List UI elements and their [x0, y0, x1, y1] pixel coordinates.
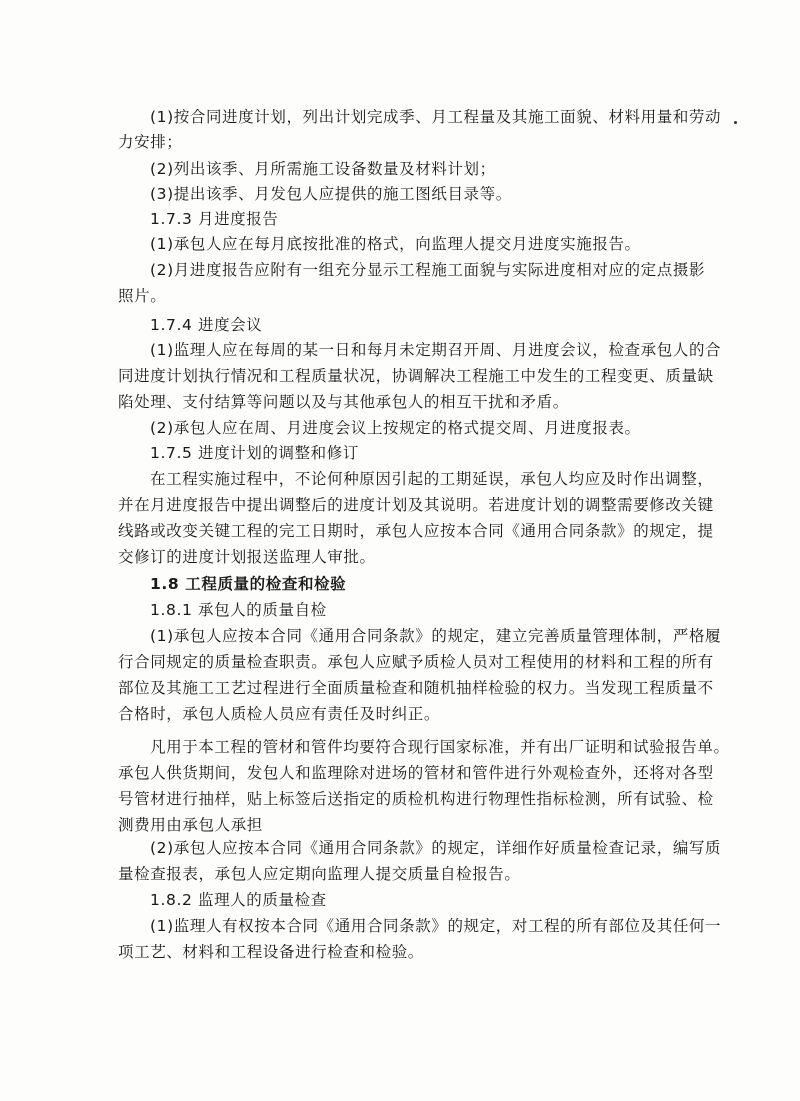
paragraph-line: (2)列出该季、月所需施工设备数量及材料计划； — [150, 160, 496, 178]
paragraph-line: 交修订的进度计划报送监理人审批。 — [118, 548, 376, 566]
paragraph-line: 承包人供货期间，发包人和监理除对进场的管材和管件进行外观检查外，还将对各型 — [118, 764, 714, 782]
paragraph-line: (1)承包人应按本合同《通用合同条款》的规定，建立完善质量管理体制，严格履 — [150, 627, 722, 645]
section-heading-1-8: 1.8 工程质量的检查和检验 — [150, 575, 347, 593]
paragraph-line: 力安排； — [118, 133, 183, 151]
paragraph-line: 测费用由承包人承担 — [118, 816, 263, 834]
paragraph-line: (3)提出该季、月发包人应提供的施工图纸目录等。 — [150, 185, 512, 203]
paragraph-line: 并在月进度报告中提出调整后的进度计划及其说明。若进度计划的调整需要修改关键 — [118, 496, 714, 514]
paragraph-line: 照片。 — [118, 287, 167, 305]
paragraph-line: 量检查报表，承包人应定期向监理人提交质量自检报告。 — [118, 865, 521, 883]
paragraph-line: (1)按合同进度计划，列出计划完成季、月工程量及其施工面貌、材料用量和劳动 — [150, 108, 722, 126]
paragraph-line: 部位及其施工工艺过程进行全面质量检查和随机抽样检验的权力。当发现工程质量不 — [118, 679, 714, 697]
paragraph-line: 线路或改变关键工程的完工日期时，承包人应按本合同《通用合同条款》的规定，提 — [118, 522, 714, 540]
paragraph-line: 合格时，承包人质检人员应有责任及时纠正。 — [118, 705, 441, 723]
paragraph-line: (2)承包人应按本合同《通用合同条款》的规定，详细作好质量检查记录，编写质 — [150, 839, 722, 857]
paragraph-line: 项工艺、材料和工程设备进行检查和检验。 — [118, 943, 424, 961]
paragraph-line: 行合同规定的质量检查职责。承包人应赋予质检人员对工程使用的材料和工程的所有 — [118, 653, 714, 671]
paragraph-line: 陷处理、支付结算等问题以及与其他承包人的相互干扰和矛盾。 — [118, 393, 569, 411]
section-heading-1-8-2: 1.8.2 监理人的质量检查 — [150, 891, 327, 909]
paragraph-line: 号管材进行抽样，贴上标签后送指定的质检机构进行物理性指标检测，所有试验、检 — [118, 790, 714, 808]
paragraph-line: 在工程实施过程中，不论何种原因引起的工期延误，承包人均应及时作出调整， — [150, 470, 714, 488]
paragraph-line: (1)监理人应在每周的某一日和每月未定期召开周、月进度会议，检查承包人的合 — [150, 341, 722, 359]
paragraph-line: (1)监理人有权按本合同《通用合同条款》的规定，对工程的所有部位及其任何一 — [150, 917, 722, 935]
paragraph-line: 同进度计划执行情况和工程质量状况，协调解决工程施工中发生的工程变更、质量缺 — [118, 367, 714, 385]
section-heading-1-7-3: 1.7.3 月进度报告 — [150, 210, 279, 228]
section-heading-1-7-5: 1.7.5 进度计划的调整和修订 — [150, 444, 359, 462]
section-heading-1-7-4: 1.7.4 进度会议 — [150, 316, 263, 334]
scan-speck — [734, 121, 737, 124]
paragraph-line: 凡用于本工程的管材和管件均要符合现行国家标准，并有出厂证明和试验报告单。 — [150, 738, 730, 756]
paragraph-line: (2)承包人应在周、月进度会议上按规定的格式提交周、月进度报表。 — [150, 419, 641, 437]
paragraph-line: (2)月进度报告应附有一组充分显示工程施工面貌与实际进度相对应的定点摄影 — [150, 261, 706, 279]
paragraph-line: (1)承包人应在每月底按批准的格式，向监理人提交月进度实施报告。 — [150, 235, 641, 253]
section-heading-1-8-1: 1.8.1 承包人的质量自检 — [150, 601, 327, 619]
